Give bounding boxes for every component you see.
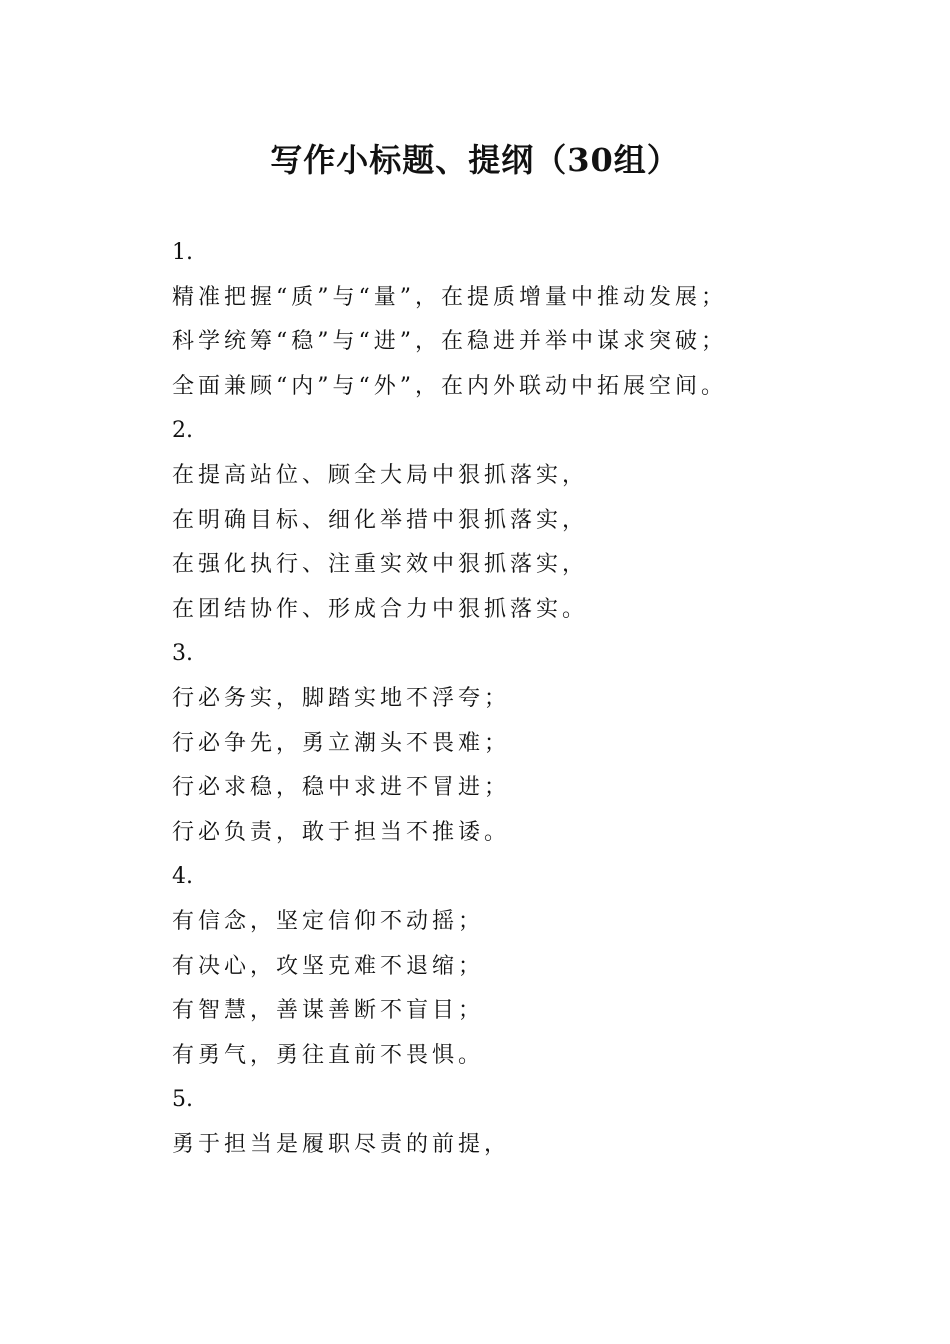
section-line: 在明确目标、细化举措中狠抓落实， bbox=[172, 507, 589, 533]
section-line: 有信念，坚定信仰不动摇； bbox=[172, 908, 485, 934]
section-line: 行必求稳，稳中求进不冒进； bbox=[172, 775, 511, 801]
document-body bbox=[172, 231, 872, 1167]
section-line: 行必争先，勇立潮头不畏难； bbox=[172, 730, 511, 756]
section-line: 行必务实，脚踏实地不浮夸； bbox=[172, 685, 511, 711]
section-line: 全面兼顾“内”与“外”，在内外联动中拓展空间。 bbox=[172, 373, 727, 399]
section-line: 在强化执行、注重实效中狠抓落实， bbox=[172, 552, 589, 578]
section-number: 3. bbox=[172, 641, 193, 667]
section-line: 勇于担当是履职尽责的前提， bbox=[172, 1131, 511, 1157]
section-line: 在团结协作、形成合力中狠抓落实。 bbox=[172, 596, 589, 622]
section-number: 1. bbox=[172, 240, 193, 265]
section-line: 精准把握“质”与“量”，在提质增量中推动发展； bbox=[172, 284, 727, 310]
section-number: 4. bbox=[172, 864, 193, 890]
section-line: 在提高站位、顾全大局中狠抓落实， bbox=[172, 462, 589, 488]
section-line: 有智慧，善谋善断不盲目； bbox=[172, 998, 485, 1024]
section-number: 5. bbox=[172, 1087, 193, 1113]
section-line: 行必负责，敢于担当不推诿。 bbox=[172, 819, 511, 845]
document-title: 写作小标题、提纲（30组） bbox=[270, 141, 680, 179]
section-line: 科学统筹“稳”与“进”，在稳进并举中谋求突破； bbox=[172, 329, 727, 355]
section-line: 有决心，攻坚克难不退缩； bbox=[172, 953, 485, 979]
section-line: 有勇气，勇往直前不畏惧。 bbox=[172, 1042, 485, 1068]
section-number: 2. bbox=[172, 418, 193, 444]
